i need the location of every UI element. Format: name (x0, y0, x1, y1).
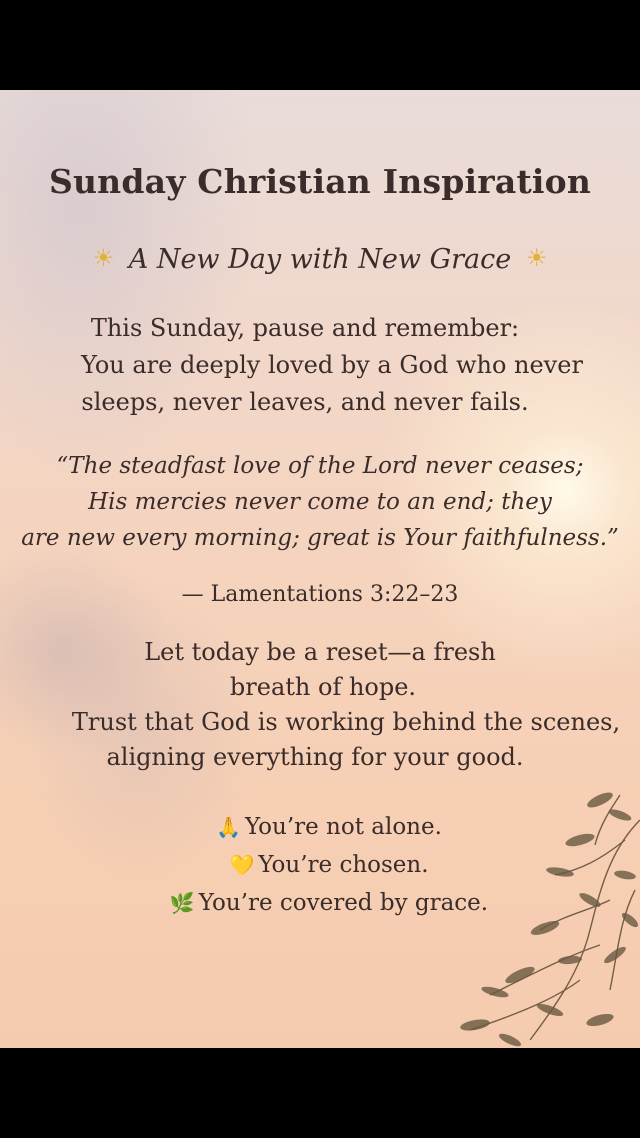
affirmation-text: You’re covered by grace. (198, 890, 489, 916)
herb-leaf-icon: 🌿 (169, 891, 195, 915)
quote-line: are new every morning; great is Your faithfulness.” (21, 525, 619, 551)
bottom-letterbox (0, 1048, 640, 1138)
subtitle-text: A New Day with New Grace (128, 244, 512, 275)
tree-branches-decoration (450, 780, 640, 1048)
quote-line: “The steadfast love of the Lord never ceases; (56, 453, 584, 479)
scripture-quote (0, 448, 640, 556)
page-title: Sunday Christian Inspiration (48, 162, 592, 201)
sun-icon: ☀ (525, 244, 548, 272)
reflection-line: aligning everything for your good. (106, 743, 524, 771)
top-letterbox (0, 0, 640, 90)
praying-hands-icon: 🙏 (216, 815, 241, 839)
sun-icon: ☀ (92, 244, 115, 272)
reflection-paragraph (0, 635, 640, 775)
intro-line: This Sunday, pause and remember: (90, 314, 520, 342)
intro-paragraph (0, 310, 640, 421)
affirmation-text: You’re chosen. (258, 852, 429, 878)
scripture-reference: — Lamentations 3:22–23 (181, 582, 459, 607)
subtitle (0, 244, 640, 275)
quote-line: His mercies never come to an end; they (88, 489, 552, 515)
reflection-line: Trust that God is working behind the scenes, (71, 708, 621, 736)
yellow-heart-icon: 💛 (229, 853, 255, 877)
inspiration-card (0, 90, 640, 1048)
intro-line: You are deeply loved by a God who never (81, 351, 583, 379)
reflection-line: breath of hope. (229, 673, 417, 701)
intro-line: sleeps, never leaves, and never fails. (81, 388, 529, 416)
affirmation-text: You’re not alone. (244, 814, 442, 840)
reflection-line: Let today be a reset—a fresh (144, 638, 496, 666)
